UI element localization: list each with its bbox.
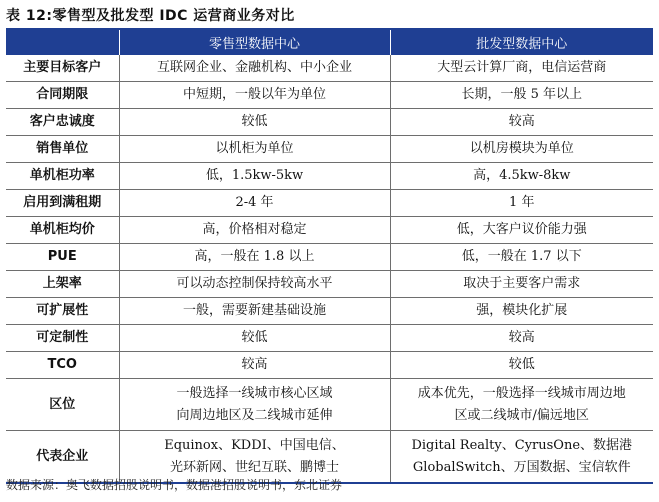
retail-cell: 低，1.5kw-5kw bbox=[119, 163, 390, 190]
wholesale-cell: 强，模块化扩展 bbox=[390, 298, 653, 325]
row-label: 主要目标客户 bbox=[6, 55, 119, 82]
table-row bbox=[6, 109, 653, 136]
table-row bbox=[6, 190, 653, 217]
retail-cell: 2-4 年 bbox=[119, 190, 390, 217]
cell-line: 区或二线城市/偏远地区 bbox=[454, 407, 589, 423]
wholesale-cell: 以机房模块为单位 bbox=[390, 136, 653, 163]
wholesale-cell: 大型云计算厂商，电信运营商 bbox=[390, 55, 653, 82]
comparison-table bbox=[6, 30, 653, 484]
cell-line: GlobalSwitch、万国数据、宝信软件 bbox=[412, 459, 631, 475]
row-label: 合同期限 bbox=[6, 82, 119, 109]
row-label: TCO bbox=[6, 352, 119, 379]
wholesale-cell bbox=[390, 379, 653, 431]
row-label: 可定制性 bbox=[6, 325, 119, 352]
cell-line: Digital Realty、CyrusOne、数据港 bbox=[411, 437, 633, 453]
cell-line: 成本优先，一般选择一线城市周边地 bbox=[417, 385, 626, 401]
wholesale-cell: 长期，一般 5 年以上 bbox=[390, 82, 653, 109]
row-label: PUE bbox=[6, 244, 119, 271]
row-label: 上架率 bbox=[6, 271, 119, 298]
wholesale-cell: 较低 bbox=[390, 352, 653, 379]
row-label: 客户忠诚度 bbox=[6, 109, 119, 136]
wholesale-cell bbox=[390, 431, 653, 484]
table-row bbox=[6, 352, 653, 379]
row-label: 可扩展性 bbox=[6, 298, 119, 325]
cell-line: 光环新网、世纪互联、鹏博士 bbox=[169, 459, 339, 475]
cell-line: 向周边地区及二线城市延伸 bbox=[176, 407, 333, 423]
retail-cell: 较低 bbox=[119, 325, 390, 352]
header-row bbox=[6, 30, 653, 55]
table-row bbox=[6, 379, 653, 431]
header-empty-cell bbox=[6, 30, 119, 55]
wholesale-cell: 高，4.5kw-8kw bbox=[390, 163, 653, 190]
retail-cell: 高，价格相对稳定 bbox=[119, 217, 390, 244]
table-row bbox=[6, 217, 653, 244]
table-row bbox=[6, 55, 653, 82]
wholesale-cell: 较高 bbox=[390, 109, 653, 136]
row-label: 销售单位 bbox=[6, 136, 119, 163]
source-note: 数据来源：奥飞数据招股说明书，数据港招股说明书，东北证券 bbox=[6, 478, 343, 492]
header-wholesale: 批发型数据中心 bbox=[390, 30, 653, 55]
wholesale-cell: 取决于主要客户需求 bbox=[390, 271, 653, 298]
wholesale-cell: 较高 bbox=[390, 325, 653, 352]
table-row bbox=[6, 298, 653, 325]
row-label: 代表企业 bbox=[6, 431, 119, 484]
retail-cell: 较高 bbox=[119, 352, 390, 379]
row-label: 区位 bbox=[6, 379, 119, 431]
table-row bbox=[6, 271, 653, 298]
table-row bbox=[6, 163, 653, 190]
retail-cell: 可以动态控制保持较高水平 bbox=[119, 271, 390, 298]
wholesale-cell: 低，一般在 1.7 以下 bbox=[390, 244, 653, 271]
table-row bbox=[6, 136, 653, 163]
retail-cell: 一般，需要新建基础设施 bbox=[119, 298, 390, 325]
retail-cell: 较低 bbox=[119, 109, 390, 136]
row-label: 单机柜均价 bbox=[6, 217, 119, 244]
table-title: 表 12:零售型及批发型 IDC 运营商业务对比 bbox=[6, 8, 295, 24]
retail-cell: 高，一般在 1.8 以上 bbox=[119, 244, 390, 271]
cell-line: 一般选择一线城市核心区域 bbox=[176, 385, 333, 401]
row-label: 单机柜功率 bbox=[6, 163, 119, 190]
row-label: 启用到满租期 bbox=[6, 190, 119, 217]
retail-cell: 以机柜为单位 bbox=[119, 136, 390, 163]
wholesale-cell: 低，大客户议价能力强 bbox=[390, 217, 653, 244]
header-retail: 零售型数据中心 bbox=[119, 30, 390, 55]
retail-cell bbox=[119, 379, 390, 431]
retail-cell: 中短期，一般以年为单位 bbox=[119, 82, 390, 109]
table-row bbox=[6, 82, 653, 109]
cell-line: Equinox、KDDI、中国电信、 bbox=[164, 437, 345, 453]
wholesale-cell: 1 年 bbox=[390, 190, 653, 217]
table-row bbox=[6, 325, 653, 352]
retail-cell: 互联网企业、金融机构、中小企业 bbox=[119, 55, 390, 82]
table-row bbox=[6, 244, 653, 271]
